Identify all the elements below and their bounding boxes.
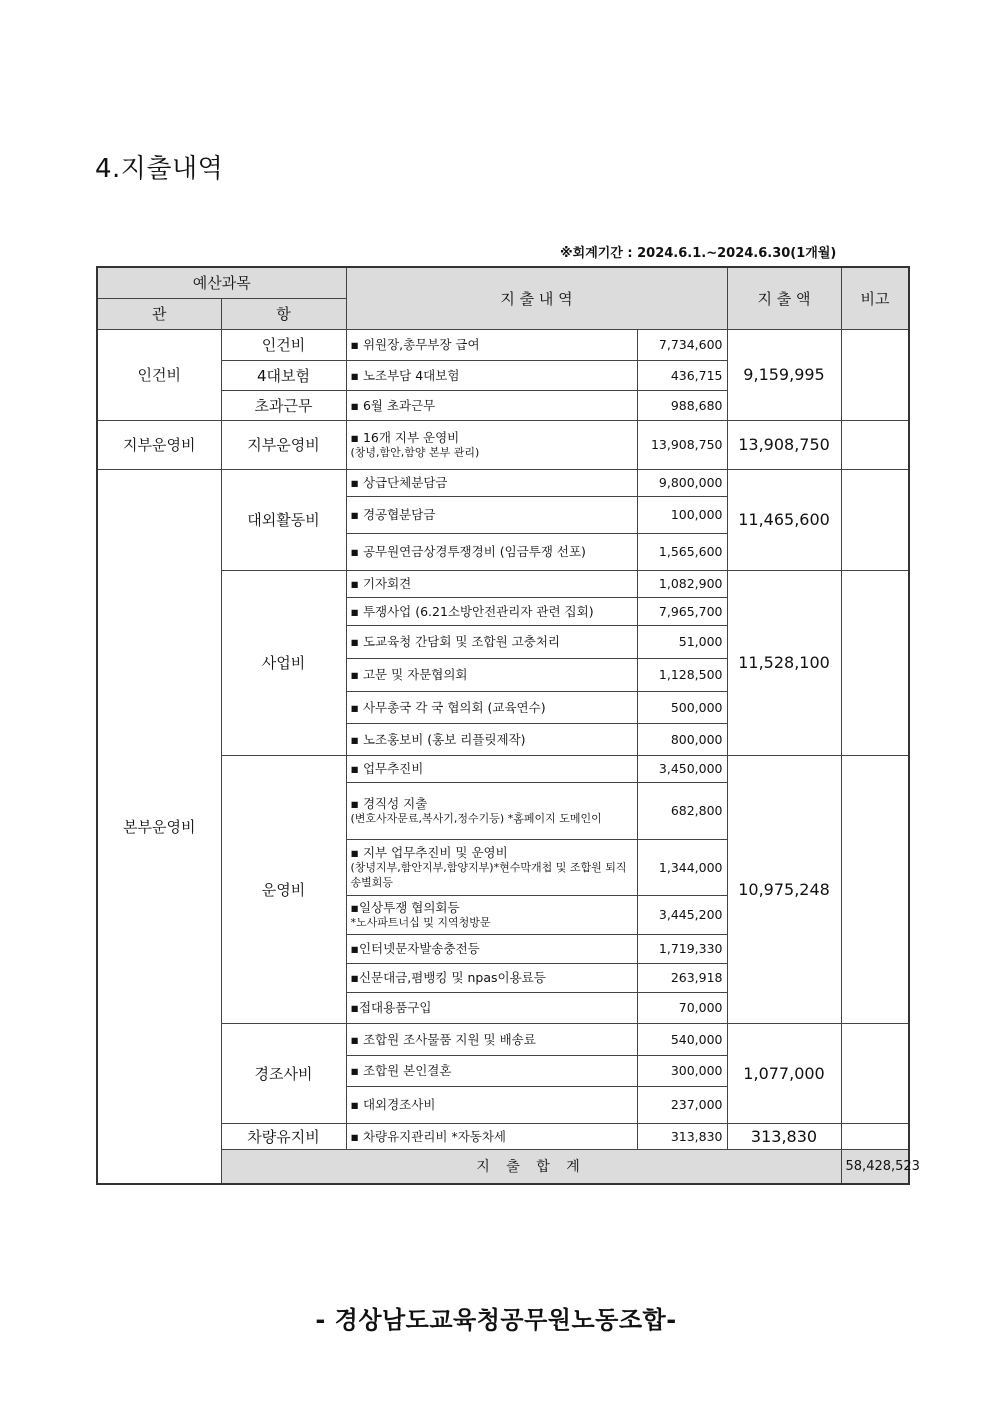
- header-note: 비고: [841, 267, 909, 329]
- note-cell: [841, 1023, 909, 1123]
- item-desc-sub: (창녕,함안,함양 본부 관리): [350, 445, 480, 459]
- item-amount: 988,680: [637, 390, 727, 420]
- subtotal-amount: 11,465,600: [727, 469, 841, 570]
- hang-cell: 지부운영비: [221, 420, 346, 469]
- item-amount: 51,000: [637, 625, 727, 658]
- item-amount: 7,965,700: [637, 597, 727, 625]
- item-desc-main: ▪일상투쟁 협의회등: [350, 899, 460, 915]
- note-cell: [841, 570, 909, 755]
- organization-footer: - 경상남도교육청공무원노동조합-: [315, 1306, 677, 1334]
- item-desc: ▪ 노조홍보비 (홍보 리플릿제작): [346, 723, 637, 755]
- item-desc: ▪ 대외경조사비: [346, 1086, 637, 1123]
- header-gwan: 관: [97, 298, 221, 329]
- note-cell: [841, 755, 909, 1023]
- item-amount: 436,715: [637, 360, 727, 390]
- item-amount: 9,800,000: [637, 469, 727, 496]
- item-desc: ▪ 고문 및 자문협의회: [346, 658, 637, 691]
- item-amount: 3,450,000: [637, 755, 727, 782]
- item-amount: 13,908,750: [637, 420, 727, 469]
- item-desc-main: ▪ 경직성 지출: [350, 795, 428, 811]
- item-amount: 540,000: [637, 1023, 727, 1055]
- subtotal-amount: 11,528,100: [727, 570, 841, 755]
- page-title: 4.지출내역: [95, 154, 224, 184]
- hang-cell: 인건비: [221, 329, 346, 360]
- accounting-period: ※회계기간 : 2024.6.1.~2024.6.30(1개월): [560, 246, 837, 261]
- item-desc: [346, 839, 637, 895]
- total-label: 지 출 합 계: [221, 1149, 841, 1184]
- header-details: 지 출 내 역: [346, 267, 727, 329]
- item-desc: ▪ 사무총국 각 국 협의회 (교육연수): [346, 691, 637, 723]
- table-row: [97, 329, 909, 360]
- item-desc-sub: (변호사자문료,복사기,정수기등) *홈페이지 도메인이: [350, 811, 602, 825]
- header-amount: 지 출 액: [727, 267, 841, 329]
- header-budget-item: 예산과목: [97, 267, 346, 298]
- item-desc: ▪ 기자회견: [346, 570, 637, 597]
- item-amount: 1,082,900: [637, 570, 727, 597]
- hang-cell: 사업비: [221, 570, 346, 755]
- subtotal-amount: 10,975,248: [727, 755, 841, 1023]
- total-amount: 58,428,523: [841, 1149, 909, 1184]
- item-desc: ▪ 투쟁사업 (6.21소방안전관리자 관련 집회): [346, 597, 637, 625]
- subtotal-amount: 9,159,995: [727, 329, 841, 420]
- item-desc: ▪ 6월 초과근무: [346, 390, 637, 420]
- item-amount: 70,000: [637, 992, 727, 1023]
- gwan-cell: 본부운영비: [97, 469, 221, 1184]
- hang-cell: 대외활동비: [221, 469, 346, 570]
- hang-cell: 운영비: [221, 755, 346, 1023]
- hang-cell: 차량유지비: [221, 1123, 346, 1149]
- table-row: [97, 420, 909, 469]
- item-desc: ▪인터넷문자발송충전등: [346, 934, 637, 963]
- item-desc-main: ▪ 16개 지부 운영비: [350, 429, 460, 445]
- note-cell: [841, 329, 909, 420]
- subtotal-amount: 313,830: [727, 1123, 841, 1149]
- note-cell: [841, 420, 909, 469]
- item-desc: ▪ 차량유지관리비 *자동차세: [346, 1123, 637, 1149]
- item-desc: ▪ 상급단체분담금: [346, 469, 637, 496]
- note-cell: [841, 469, 909, 570]
- item-desc: ▪ 위원장,총무부장 급여: [346, 329, 637, 360]
- table-row: [97, 469, 909, 496]
- item-amount: 1,128,500: [637, 658, 727, 691]
- item-desc: ▪ 경공협분담금: [346, 496, 637, 533]
- header-hang: 항: [221, 298, 346, 329]
- item-desc: [346, 420, 637, 469]
- hang-cell: 초과근무: [221, 390, 346, 420]
- expense-table: [96, 266, 920, 1185]
- subtotal-amount: 1,077,000: [727, 1023, 841, 1123]
- item-amount: 7,734,600: [637, 329, 727, 360]
- item-desc-sub: (창녕지부,함안지부,함양지부)*현수막개첩 및 조합원 퇴직송별회등: [350, 860, 627, 889]
- item-desc: ▪ 노조부담 4대보험: [346, 360, 637, 390]
- item-desc: [346, 895, 637, 934]
- hang-cell: 경조사비: [221, 1023, 346, 1123]
- gwan-cell: 인건비: [97, 329, 221, 420]
- item-desc: [346, 782, 637, 839]
- item-desc: ▪접대용품구입: [346, 992, 637, 1023]
- item-desc: ▪ 조합원 조사물품 지원 및 배송료: [346, 1023, 637, 1055]
- item-amount: 1,719,330: [637, 934, 727, 963]
- item-desc: ▪ 도교육청 간담회 및 조합원 고충처리: [346, 625, 637, 658]
- item-amount: 100,000: [637, 496, 727, 533]
- item-amount: 300,000: [637, 1055, 727, 1086]
- item-amount: 3,445,200: [637, 895, 727, 934]
- hang-cell: 4대보험: [221, 360, 346, 390]
- item-desc: ▪신문대금,폄뱅킹 및 npas이용료등: [346, 963, 637, 992]
- item-amount: 237,000: [637, 1086, 727, 1123]
- item-amount: 1,565,600: [637, 533, 727, 570]
- item-desc: ▪ 공무원연금상경투쟁경비 (임금투쟁 선포): [346, 533, 637, 570]
- item-desc: ▪ 조합원 본인결혼: [346, 1055, 637, 1086]
- gwan-cell: 지부운영비: [97, 420, 221, 469]
- item-amount: 500,000: [637, 691, 727, 723]
- item-amount: 1,344,000: [637, 839, 727, 895]
- item-desc-main: ▪ 지부 업무추진비 및 운영비: [350, 844, 508, 860]
- item-amount: 800,000: [637, 723, 727, 755]
- item-amount: 682,800: [637, 782, 727, 839]
- item-desc: ▪ 업무추진비: [346, 755, 637, 782]
- note-cell: [841, 1123, 909, 1149]
- item-amount: 263,918: [637, 963, 727, 992]
- subtotal-amount: 13,908,750: [727, 420, 841, 469]
- item-desc-sub: *노사파트너십 및 지역청방문: [350, 915, 491, 929]
- item-amount: 313,830: [637, 1123, 727, 1149]
